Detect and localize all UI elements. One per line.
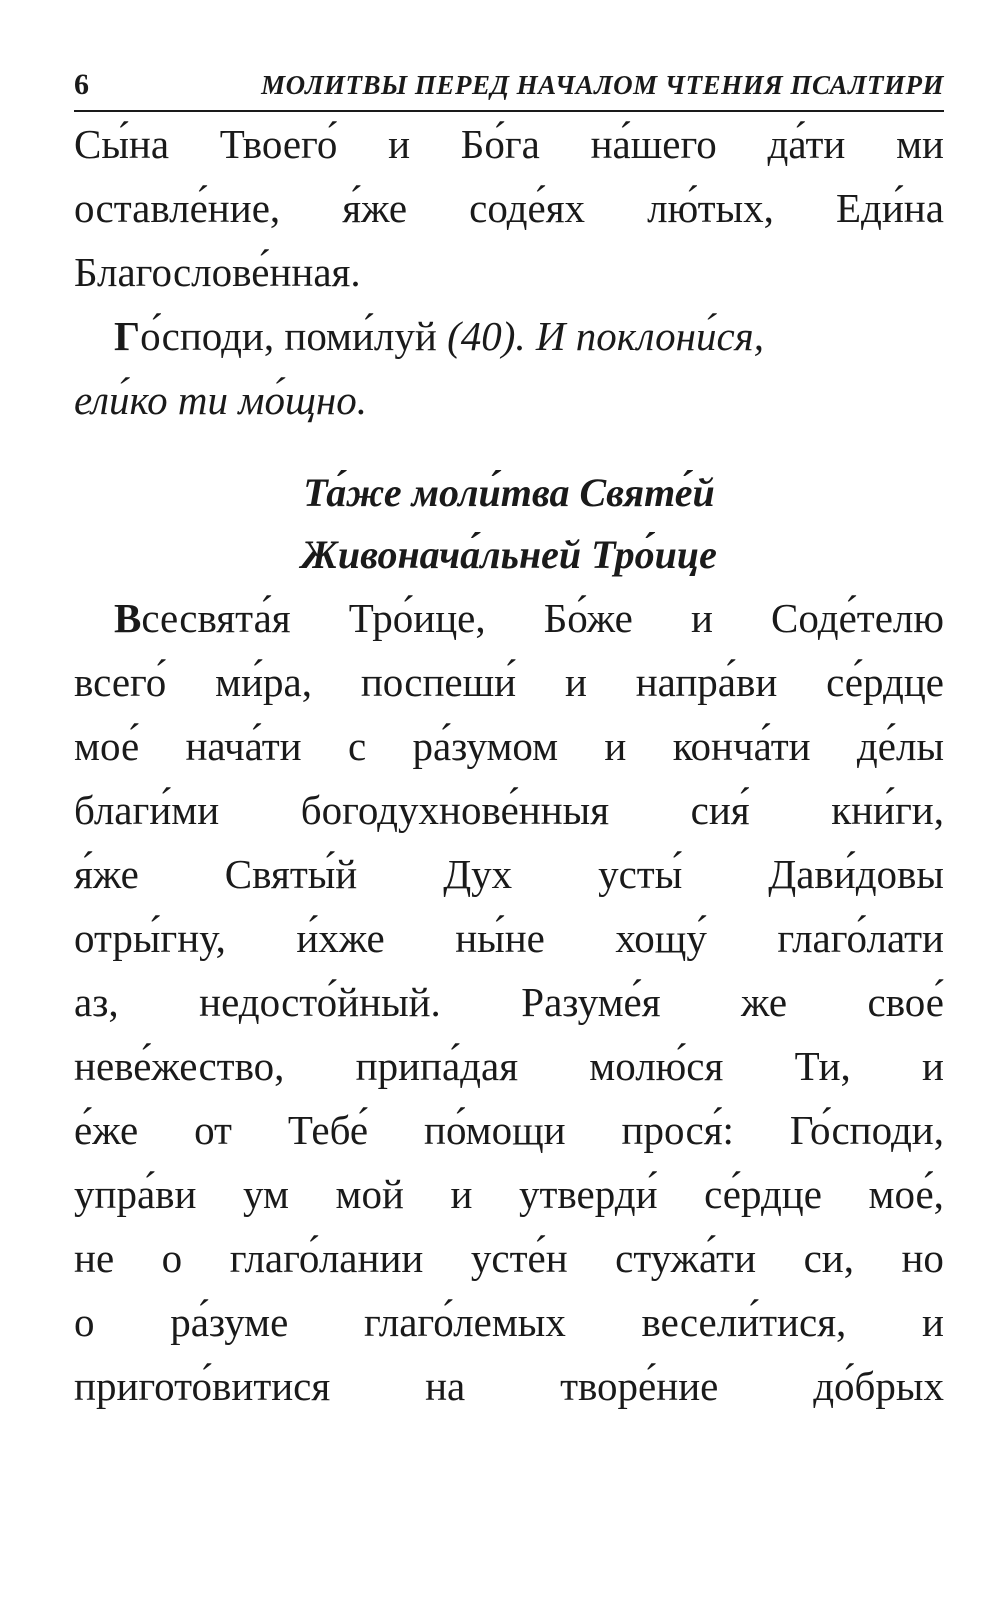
- running-title: МОЛИТВЫ ПЕРЕД НАЧАЛОМ ЧТЕНИЯ ПСАЛТИРИ: [261, 70, 944, 100]
- word: богодухнове́нныя: [300, 787, 610, 833]
- word: до́брых: [813, 1363, 944, 1409]
- word: с: [347, 723, 367, 769]
- word: пригото́витися: [74, 1363, 331, 1409]
- word: ра́зумом: [412, 723, 559, 769]
- word: свое́: [867, 979, 944, 1025]
- text-line: Всесвята́я Тро́ице, Бо́же и Соде́телю: [74, 586, 944, 650]
- word: Го́споди,: [789, 1107, 944, 1153]
- page-number: 6: [74, 68, 89, 101]
- paragraph-rubric: [74, 304, 944, 432]
- word: молю́ся: [589, 1043, 724, 1089]
- word: отры́гну,: [74, 915, 226, 961]
- word: на: [425, 1363, 466, 1409]
- word: от: [194, 1107, 232, 1153]
- text-line: Го́споди, поми́луй (40). И поклони́ся,: [114, 313, 764, 359]
- text-line: [74, 970, 944, 1034]
- word: Тебе́: [287, 1107, 369, 1153]
- word: глаго́лемых: [364, 1299, 566, 1345]
- word: по́мощи: [424, 1107, 566, 1153]
- text-line: [74, 842, 944, 906]
- word: се́рдце: [826, 659, 944, 705]
- word: всего́: [74, 659, 167, 705]
- word: усты́: [598, 851, 683, 897]
- prayer-heading: [74, 462, 944, 586]
- prayer-text: [74, 586, 944, 1418]
- word: глаго́лати: [777, 915, 944, 961]
- word: хощу́: [615, 915, 707, 961]
- rubric-instruction: (40). И поклони́ся,: [447, 313, 764, 359]
- word: е́же: [74, 1107, 139, 1153]
- text-line: Благослове́нная.: [74, 249, 361, 295]
- rubric-instruction-line: ели́ко ти мо́щно.: [74, 377, 367, 423]
- word: о: [161, 1235, 183, 1281]
- initial-letter: Г: [114, 313, 141, 359]
- word: недосто́йный.: [199, 979, 441, 1025]
- word: се́рдце: [704, 1171, 822, 1217]
- word: не: [74, 1235, 115, 1281]
- word: же: [741, 979, 788, 1025]
- word: конча́ти: [672, 723, 811, 769]
- word: ми́ра,: [215, 659, 312, 705]
- book-page: [74, 68, 944, 1418]
- word: аз,: [74, 979, 119, 1025]
- text-line: [74, 650, 944, 714]
- word: мой: [335, 1171, 404, 1217]
- word: упра́ви: [74, 1171, 197, 1217]
- word: кни́ги,: [831, 787, 944, 833]
- text-line: [74, 906, 944, 970]
- word: но: [901, 1235, 944, 1281]
- word: сия́: [690, 787, 750, 833]
- word: мое́,: [868, 1171, 944, 1217]
- paragraph-continuation: [74, 112, 944, 304]
- word: Дух: [443, 851, 513, 897]
- word: мое́: [74, 723, 140, 769]
- word: Святы́й: [224, 851, 358, 897]
- text-line: [74, 1354, 944, 1418]
- word: Дави́довы: [768, 851, 944, 897]
- word: весели́тися,: [641, 1299, 847, 1345]
- word: усте́н: [470, 1235, 568, 1281]
- word: и: [922, 1299, 944, 1345]
- word: ны́не: [455, 915, 545, 961]
- word: Разуме́я: [521, 979, 661, 1025]
- word: утверди́: [519, 1171, 658, 1217]
- word: и́хже: [296, 915, 385, 961]
- text-line: [74, 778, 944, 842]
- text-line: [74, 1226, 944, 1290]
- word: и: [604, 723, 627, 769]
- heading-line: Та́же моли́тва Святе́й: [303, 470, 715, 515]
- word: глаго́лании: [229, 1235, 424, 1281]
- text-line: оставле́ние, я́же соде́ях лю́тых, Еди́на: [74, 185, 944, 231]
- spacer: [74, 432, 944, 462]
- word: ра́зуме: [170, 1299, 289, 1345]
- heading-line: Живонача́льней Тро́ице: [301, 532, 717, 577]
- word: поспеши́: [360, 659, 517, 705]
- word: де́лы: [856, 723, 944, 769]
- word: и: [564, 659, 587, 705]
- initial-letter: В: [114, 595, 142, 641]
- word: прося́:: [621, 1107, 734, 1153]
- prayer-lines: [74, 650, 944, 1418]
- word: ум: [243, 1171, 289, 1217]
- word: Ти,: [794, 1043, 851, 1089]
- word: неве́жество,: [74, 1043, 285, 1089]
- word: стужа́ти: [615, 1235, 757, 1281]
- text-line: [74, 1098, 944, 1162]
- word: припа́дая: [355, 1043, 519, 1089]
- word: нача́ти: [185, 723, 302, 769]
- text-line: [74, 1162, 944, 1226]
- word: и: [922, 1043, 944, 1089]
- text-line: [74, 1034, 944, 1098]
- word: я́же: [74, 851, 139, 897]
- word: благи́ми: [74, 787, 220, 833]
- word: о: [74, 1299, 95, 1345]
- word: творе́ние: [560, 1363, 719, 1409]
- text-line: Сы́на Твоего́ и Бо́га на́шего да́ти ми: [74, 121, 944, 167]
- running-head: [74, 68, 944, 112]
- text-line: [74, 1290, 944, 1354]
- word: и: [450, 1171, 473, 1217]
- word: си,: [803, 1235, 854, 1281]
- text-line: [74, 714, 944, 778]
- word: напра́ви: [635, 659, 778, 705]
